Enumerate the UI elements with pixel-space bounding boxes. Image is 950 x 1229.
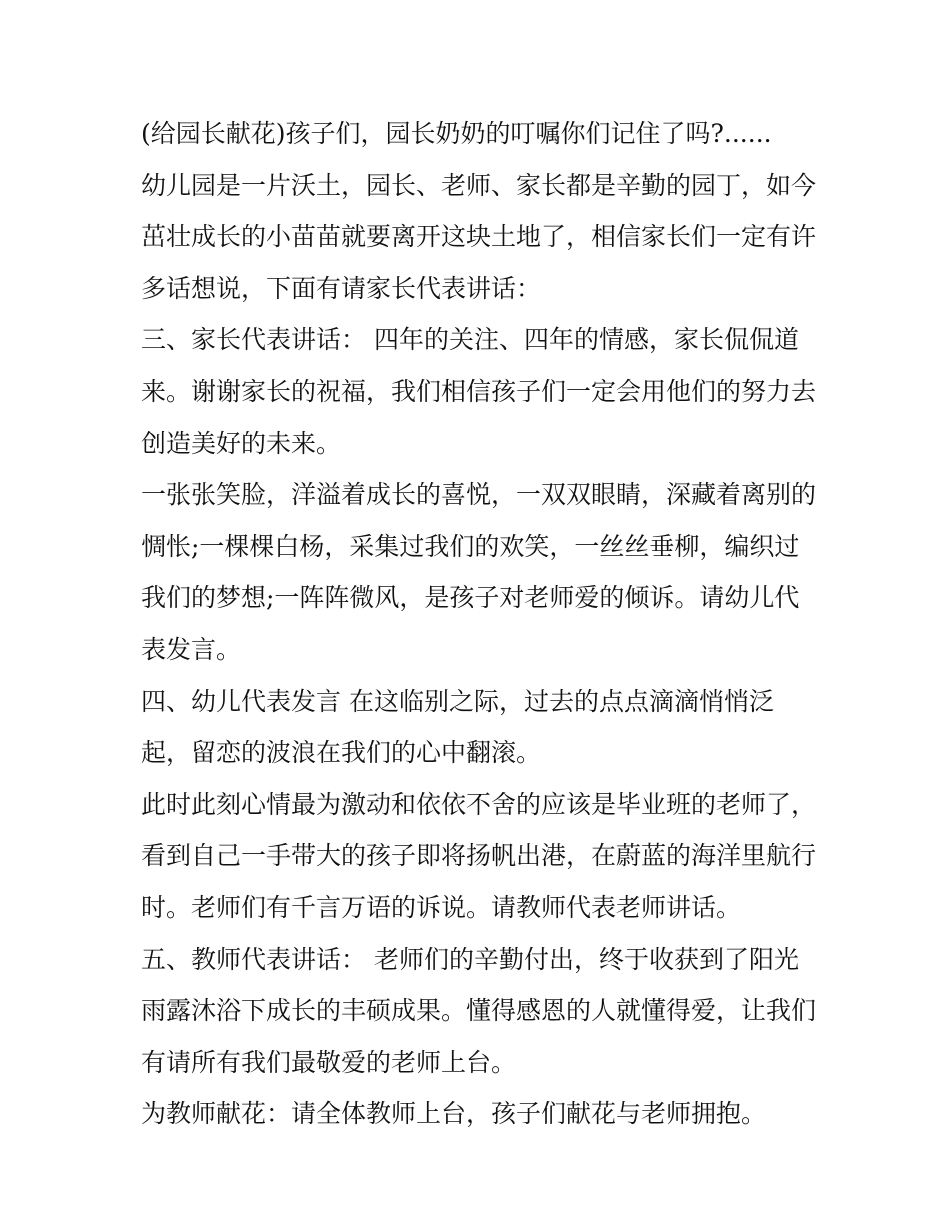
text-line: (给园长献花)孩子们，园长奶奶的叮嘱你们记住了吗?......	[141, 119, 772, 148]
text-line: 时。老师们有千言万语的诉说。请教师代表老师讲话。	[141, 892, 742, 922]
text-line: 我们的梦想;一阵阵微风，是孩子对老师爱的倾诉。请幼儿代	[141, 583, 800, 613]
text-line: 一张张笑脸，洋溢着成长的喜悦，一双双眼睛，深藏着离别的	[141, 480, 817, 510]
text-line: 此时此刻心情最为激动和依依不舍的应该是毕业班的老师了，	[141, 789, 817, 819]
text-line: 来。谢谢家长的祝福，我们相信孩子们一定会用他们的努力去	[141, 376, 817, 406]
text-line: 茁壮成长的小苗苗就要离开这块土地了，相信家长们一定有许	[141, 222, 817, 252]
text-line: 雨露沐浴下成长的丰硕成果。懂得感恩的人就懂得爱，让我们	[141, 996, 817, 1026]
text-line: 三、家长代表讲话： 四年的关注、四年的情感，家长侃侃道	[141, 325, 799, 355]
text-line: 表发言。	[141, 634, 242, 664]
text-line: 幼儿园是一片沃土，园长、老师、家长都是辛勤的园丁，如今	[141, 170, 817, 200]
text-line: 有请所有我们最敬爱的老师上台。	[141, 1047, 517, 1077]
text-line: 四、幼儿代表发言 在这临别之际，过去的点点滴滴悄悄泛	[141, 686, 774, 716]
text-line: 起，留恋的波浪在我们的心中翻滚。	[141, 738, 542, 768]
text-line: 五、教师代表讲话： 老师们的辛勤付出，终于收获到了阳光	[141, 944, 799, 974]
text-line: 惆怅;一棵棵白杨，采集过我们的欢笑，一丝丝垂柳，编织过	[141, 531, 800, 561]
document-body	[141, 108, 821, 1140]
text-line: 看到自己一手带大的孩子即将扬帆出港，在蔚蓝的海洋里航行	[141, 841, 817, 871]
text-line: 多话想说，下面有请家长代表讲话：	[141, 273, 542, 303]
text-line: 创造美好的未来。	[141, 428, 342, 458]
text-line: 为教师献花：请全体教师上台，孩子们献花与老师拥抱。	[141, 1099, 767, 1129]
